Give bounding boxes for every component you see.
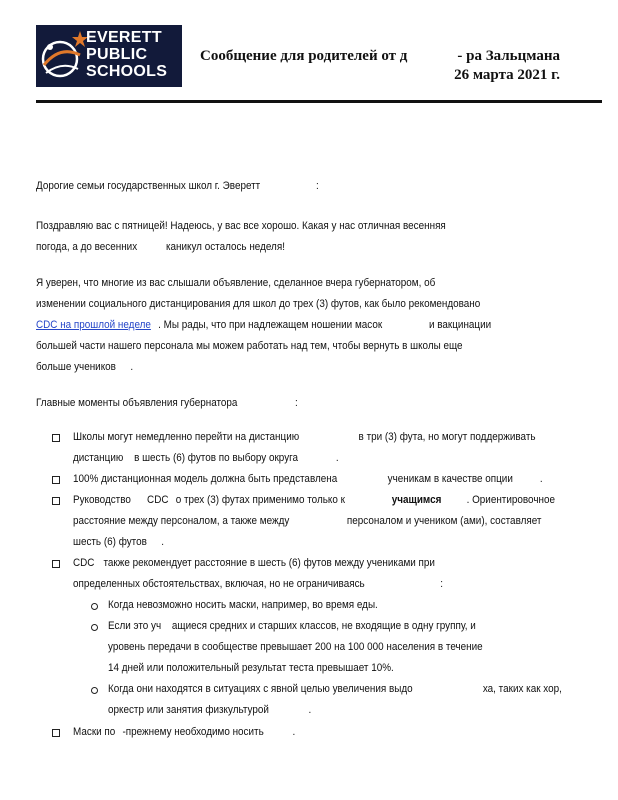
- sub-bullet-circle-icon: [91, 687, 98, 694]
- bullet-3-line-3: шесть (6) футов .: [73, 536, 165, 548]
- paragraph-2-line-1: Я уверен, что многие из вас слышали объявление, сделанное вчера губернатором, об: [36, 277, 436, 289]
- logo-wordmark: [86, 29, 167, 80]
- bullet-square-icon: [52, 729, 60, 737]
- paragraph-2-line-2: изменении социального дистанцирования для школ до трех (3) футов, как было рекомендовано: [36, 298, 481, 310]
- paragraph-2-line-5: больше учеников .: [36, 361, 134, 373]
- bullet-1-line-2: дистанцию в шесть (6) футов по выбору округа .: [73, 452, 339, 464]
- header-author: - ра Зальцмана: [457, 48, 560, 64]
- paragraph-1-line-2: погода, а до весенних каникул осталось неделя!: [36, 241, 285, 253]
- bullet-4-line-1: CDC также рекомендует расстояние в шесть (6) футов между учениками при: [73, 557, 435, 569]
- greeting: Дорогие семьи государственных школ г. Эверетт :: [36, 180, 319, 192]
- logo-line-public: PUBLIC: [86, 46, 148, 63]
- cdc-last-week-link[interactable]: CDC на прошлой неделе: [36, 319, 151, 331]
- bullet-1-line-1: Школы могут немедленно перейти на дистанцию в три (3) фута, но могут поддерживать: [73, 431, 536, 443]
- bullet-5: Маски по -прежнему необходимо носить .: [73, 726, 296, 738]
- header-date: 26 марта 2021 г.: [454, 67, 560, 83]
- header-divider: [36, 100, 602, 103]
- bullet-square-icon: [52, 476, 60, 484]
- paragraph-2-line-4: большей части нашего персонала мы можем работать над тем, чтобы вернуть в школы еще: [36, 340, 463, 352]
- bullet-4-line-2: определенных обстоятельствах, включая, но не ограничиваясь :: [73, 578, 444, 590]
- sub-bullet-1: Когда невозможно носить маски, например, во время еды.: [108, 599, 378, 611]
- highlights-heading: Главные моменты объявления губернатора :: [36, 397, 298, 409]
- everett-public-schools-logo: [36, 25, 182, 87]
- logo-line-everett: EVERETT: [86, 29, 162, 46]
- sub-bullet-circle-icon: [91, 624, 98, 631]
- sub-bullet-2-line-3: 14 дней или положительный результат теста превышает 10%.: [108, 662, 394, 674]
- paragraph-1-line-1: Поздравляю вас с пятницей! Надеюсь, у вас все хорошо. Какая у нас отличная весенняя: [36, 220, 446, 232]
- bullet-3-line-2: расстояние между персоналом, а также между персоналом и учеником (ами), составляет: [73, 515, 542, 527]
- bullet-square-icon: [52, 497, 60, 505]
- paragraph-2-line-3: CDC на прошлой неделе . Мы рады, что при надлежащем ношении масок и вакцинации: [36, 319, 492, 331]
- sub-bullet-3-line-2: оркестр или занятия физкультурой .: [108, 704, 312, 716]
- sub-bullet-circle-icon: [91, 603, 98, 610]
- sub-bullet-2-line-1: Если это уч ащиеся средних и старших классов, не входящие в одну группу, и: [108, 620, 476, 632]
- header-title: Сообщение для родителей от д: [200, 48, 408, 64]
- bullet-2: 100% дистанционная модель должна быть представлена ученикам в качестве опции .: [73, 473, 543, 485]
- sub-bullet-3-line-1: Когда они находятся в ситуациях с явной целью увеличения выдо ха, таких как хор,: [108, 683, 562, 695]
- bullet-3-line-1: Руководство CDC о трех (3) футах применимо только к учащимся . Ориентировочное: [73, 494, 555, 506]
- sub-bullet-2-line-2: уровень передачи в сообществе превышает 200 на 100 000 населения в течение: [108, 641, 483, 653]
- logo-line-schools: SCHOOLS: [86, 63, 168, 80]
- bullet-square-icon: [52, 434, 60, 442]
- bullet-square-icon: [52, 560, 60, 568]
